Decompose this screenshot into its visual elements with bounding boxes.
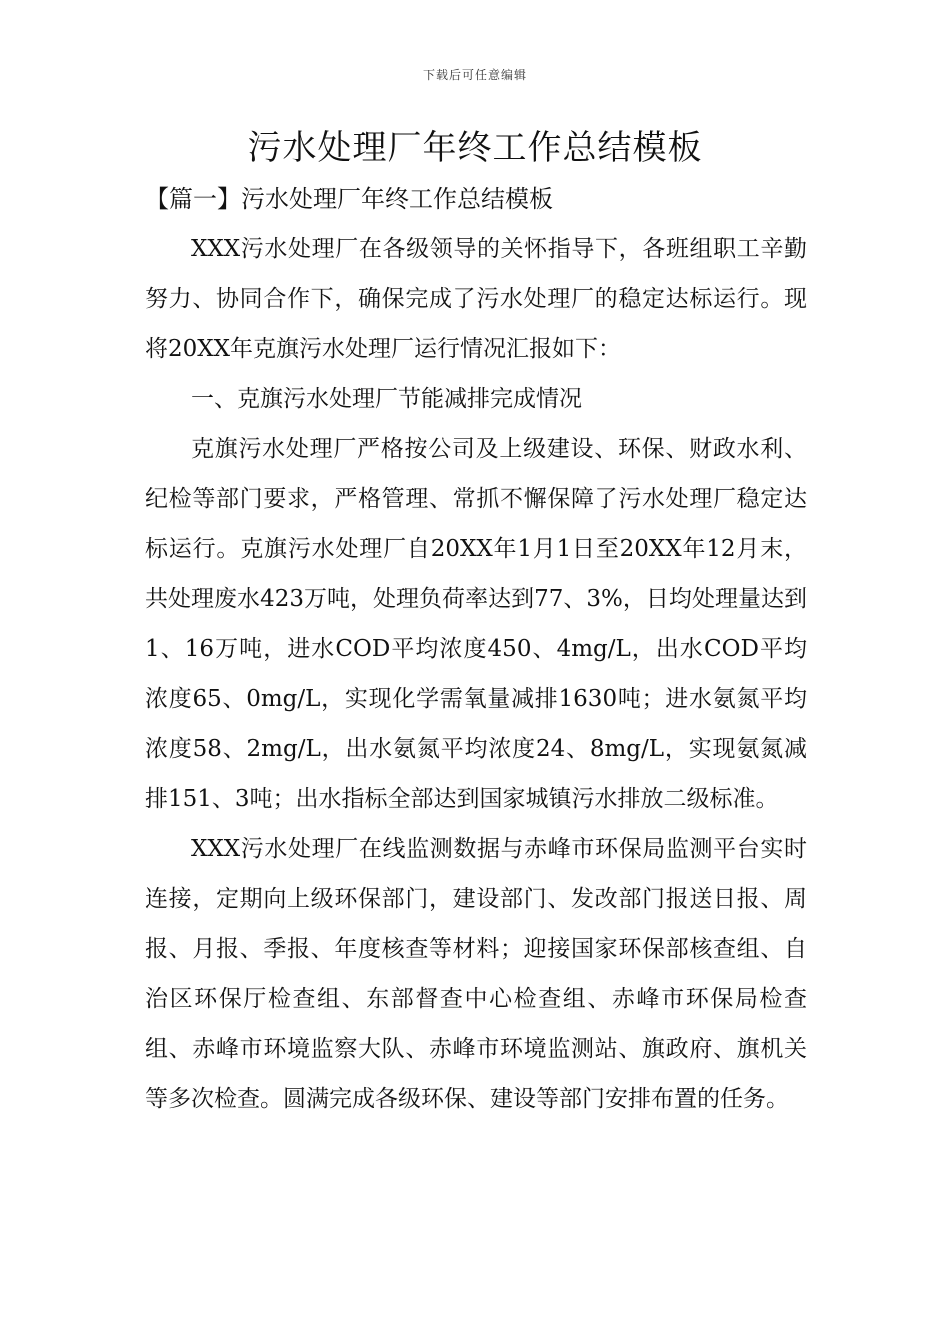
header-note: 下载后可任意编辑: [422, 68, 527, 82]
document-title: 污水处理厂年终工作总结模板: [247, 128, 703, 168]
paragraph-monitoring: XXX污水处理厂在线监测数据与赤峰市环保局监测平台实时连接，定期向上级环保部门，建设部门、发改部门报送日报、周报、月报、季报、年度核查等材料；迎接国家环保部核查组、自治区环保厅检查组、东部督查中心检查组、赤峰市环保局检查组、赤峰市环境监察大队、赤峰市环境监测站、旗政府、旗机关等多次检查。圆满完成各级环保、建设等部门安排布置的任务。: [145, 836, 807, 1112]
paragraph-intro: XXX污水处理厂在各级领导的关怀指导下，各班组职工辛勤努力、协同合作下，确保完成了污水处理厂的稳定达标运行。现将20XX年克旗污水处理厂运行情况汇报如下：: [145, 236, 807, 362]
document-body: [145, 224, 807, 1124]
subheading-energy-saving: 一、克旗污水处理厂节能减排完成情况: [191, 386, 582, 412]
paragraph-operation-results: 克旗污水处理厂严格按公司及上级建设、环保、财政水利、纪检等部门要求，严格管理、常抓不懈保障了污水处理厂稳定达标运行。克旗污水处理厂自20XX年1月1日至20XX年12月末，共处理废水423万吨，处理负荷率达到77、3%，日均处理量达到1、16万吨，进水COD平均浓度450、4mg/L，出水COD平均浓度65、0mg/L，实现化学需氧量减排1630吨；进水氨氮平均浓度58、2mg/L，出水氨氮平均浓度24、8mg/L，实现氨氮减排151、3吨；出水指标全部达到国家城镇污水排放二级标准。: [145, 436, 807, 812]
section-label: 【篇一】污水处理厂年终工作总结模板: [145, 185, 553, 213]
